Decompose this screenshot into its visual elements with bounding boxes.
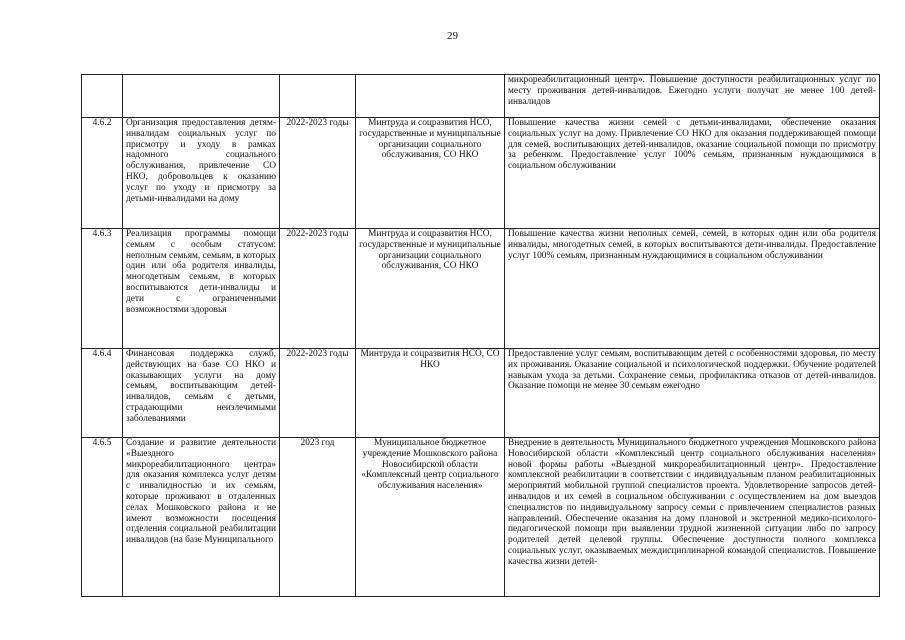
result-cell: Внедрение в деятельность Муниципального бюджетного учреждения Мошковского района Новосибирской области «Комплексный центр социального обслуживания населения» новой формы работы «Выездной микрореабилитационный центр». Предоставление комплексной реабилитации в соответствии с индивидуальным планом реабилитационных мероприятий мобильной группой специалистов проекта. Удовлетворение запросов детей-инвалидов и их семей в социальном обслуживании с осуществлением на дом выездов специалистов по индивидуальному запросу семьи с привлечением специалистов разных направлений. Обеспечение оказания на дому плановой и экстренной медико-психолого-педагогической помощи при выявлении трудной жизненной ситуации либо по запросу родителей детей целевой группы. Обеспечение доступности полного комплекса социальных услуг, оказываемых междисциплинарной командой специалистов. Повышение качества жизни детей- xyxy=(505,438,880,597)
result-cell: Предоставление услуг семьям, воспитывающим детей с особенностями здоровья, по месту их проживания. Оказание социальной и психологической поддержки. Обучение родителей навыкам ухода за детьми. Сохранение семьи, профилактика отказов от детей-инвалидов. Оказание помощи не менее 30 семьям ежегодно xyxy=(505,349,880,438)
executors-cell: Минтруда и соцразвития НСО, государственные и муниципальные организации социального обслуживания, СО НКО xyxy=(356,118,505,229)
table-row xyxy=(82,229,880,349)
executors-cell xyxy=(356,75,505,118)
result-cell: Повышение качества жизни семей с детьми-инвалидами, обеспечение оказания социальных услуг на дому. Привлечение СО НКО для оказания поддерживающей помощи для семей, воспитывающих детей-инвалидов, оказание социальной помощи по присмотру за ребенком. Предоставление услуг 100% семьям, признанным нуждающимися в социальном обслуживании xyxy=(505,118,880,229)
table-row xyxy=(82,438,880,597)
result-cell: Повышение качества жизни неполных семей, семей, в которых один или оба родителя инвалиды, многодетных семей, в которых воспитываются дети-инвалиды. Предоставление услуг 100% семьям, признанным нуждающимися в социальном обслуживании xyxy=(505,229,880,349)
table-row xyxy=(82,118,880,229)
measure-cell: Реализация программы помощи семьям с особым статусом: неполным семьям, семьям, в которых один или оба родителя инвалиды, многодетным семьям, в которых воспитываются дети-инвалиды и дети с ограниченными возможностями здоровья xyxy=(123,229,280,349)
measure-cell: Финансовая поддержка служб, действующих на базе СО НКО и оказывающих услуги на дому семьям, воспитывающим детей-инвалидов, семьям с детьми, страдающими неизлечимыми заболеваниями xyxy=(123,349,280,438)
measures-table xyxy=(81,74,880,597)
period-cell: 2022-2023 годы xyxy=(280,118,356,229)
executors-cell: Минтруда и соцразвития НСО, СО НКО xyxy=(356,349,505,438)
measure-cell: Создание и развитие деятельности «Выездного микрореабилитационного центра» для оказания комплекса услуг детям с инвалидностью и их семьям, которые проживают в отдаленных селах Мошковского района и не имеют возможности посещения отделения социальной реабилитации инвалидов (на базе Муниципального xyxy=(123,438,280,597)
period-cell: 2022-2023 годы xyxy=(280,229,356,349)
page-number: 29 xyxy=(447,30,458,42)
executors-cell: Минтруда и соцразвития НСО, государственные и муниципальные организации социального обслуживания, СО НКО xyxy=(356,229,505,349)
period-cell: 2023 год xyxy=(280,438,356,597)
measure-cell: Организация предоставления детям-инвалидам социальных услуг по присмотру и уходу в рамках надомного социального обслуживания, привлечение СО НКО, добровольцев к оказанию услуг по уходу и присмотру за детьми-инвалидами на дому xyxy=(123,118,280,229)
measure-cell xyxy=(123,75,280,118)
table-row xyxy=(82,349,880,438)
period-cell: 2022-2023 годы xyxy=(280,349,356,438)
period-cell xyxy=(280,75,356,118)
row-number-cell: 4.6.2 xyxy=(82,118,123,229)
executors-cell: Муниципальное бюджетное учреждение Мошковского района Новосибирской области «Комплексный центр социального обслуживания населения» xyxy=(356,438,505,597)
row-number-cell: 4.6.3 xyxy=(82,229,123,349)
row-number-cell: 4.6.5 xyxy=(82,438,123,597)
result-cell: микрореабилитационный центр». Повышение доступности реабилитационных услуг по месту проживания детей-инвалидов. Ежегодно услуги получат не менее 100 детей-инвалидов xyxy=(505,75,880,118)
row-number-cell: 4.6.4 xyxy=(82,349,123,438)
table-row xyxy=(82,75,880,118)
row-number-cell xyxy=(82,75,123,118)
